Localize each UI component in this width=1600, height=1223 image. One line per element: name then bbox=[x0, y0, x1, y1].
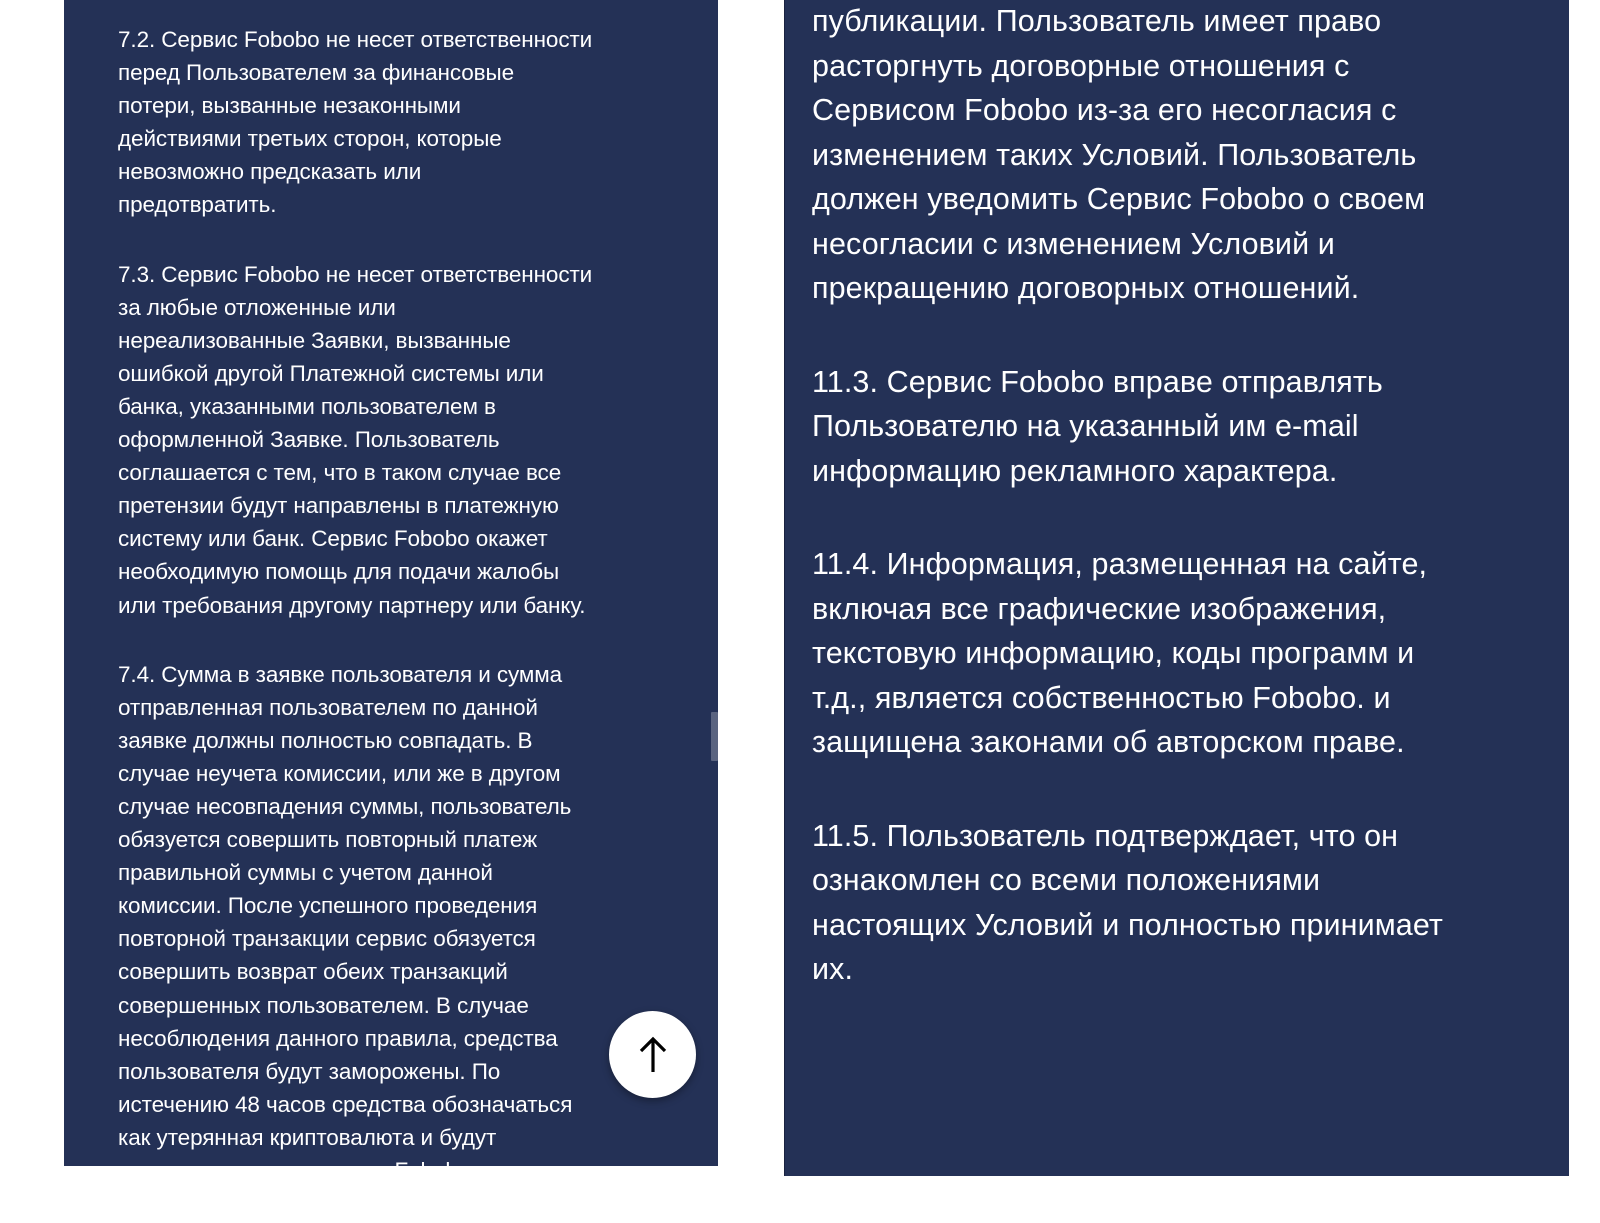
terms-paragraph-11-4 bbox=[812, 542, 1552, 765]
text-line: систему или банк. Сервис Fobobo окажет bbox=[118, 526, 548, 552]
text-line: совершенных пользователем. В случае bbox=[118, 992, 529, 1018]
text-line: обязуется совершить повторный платеж bbox=[118, 827, 538, 853]
text-line: несогласии с изменением Условий и bbox=[812, 226, 1335, 261]
text-line: т.д., является собственностью Fobobo. и bbox=[812, 680, 1391, 715]
text-line: пользователя будут заморожены. По bbox=[118, 1058, 501, 1084]
text-line: 7.2. Сервис Fobobo не несет ответственности bbox=[118, 27, 593, 52]
text-line: предотвратить. bbox=[118, 192, 277, 218]
left-panel-scrollbar-thumb[interactable] bbox=[711, 712, 718, 761]
text-line: информацию рекламного характера. bbox=[812, 453, 1338, 488]
text-line: нереализованные Заявки, вызванные bbox=[118, 327, 511, 353]
text-line: ошибкой другой Платежной системы или bbox=[118, 360, 544, 386]
text-line: заявке должны полностью совпадать. В bbox=[118, 727, 533, 753]
text-line: 11.3. Сервис Fobobo вправе отправлять bbox=[812, 364, 1383, 399]
terms-paragraph-7-3 bbox=[118, 258, 678, 622]
text-line: невозможно предсказать или bbox=[118, 159, 422, 185]
text-line: должен уведомить Сервис Fobobo о своем bbox=[812, 182, 1426, 216]
text-line: включая все графические изображения, bbox=[812, 591, 1387, 626]
text-line: совершить возврат обеих транзакций bbox=[118, 959, 508, 985]
text-line: банка, указанными пользователем в bbox=[118, 393, 496, 419]
left-terms-content bbox=[118, 23, 678, 1223]
text-line: Пользователю на указанный им e-mail bbox=[812, 409, 1359, 443]
text-line: 7.4. Сумма в заявке пользователя и сумма bbox=[118, 661, 563, 687]
text-line: соглашается с тем, что в таком случае все bbox=[118, 460, 562, 486]
text-line: претензии будут направлены в платежную bbox=[118, 493, 559, 519]
text-line: отправленная пользователем по данной bbox=[118, 694, 538, 720]
text-line: 11.5. Пользователь подтверждает, что он bbox=[812, 818, 1399, 853]
text-line: потери, вызванные незаконными bbox=[118, 93, 461, 119]
text-line: оформленной Заявке. Пользователь bbox=[118, 427, 500, 453]
text-line: 11.4. Информация, размещенная на сайте, bbox=[812, 547, 1428, 581]
text-line: истечению 48 часов средства обозначаться bbox=[118, 1091, 573, 1117]
text-line: за любые отложенные или bbox=[118, 294, 396, 320]
text-line: случае неучета комиссии, или же в другом bbox=[118, 760, 561, 786]
text-line: правильной суммы с учетом данной bbox=[118, 860, 493, 886]
text-line: или требования другому партнеру или банку. bbox=[118, 592, 586, 618]
text-line: защищена законами об авторском праве. bbox=[812, 725, 1405, 759]
text-line: случае несовпадения суммы, пользователь bbox=[118, 793, 572, 819]
left-terms-panel[interactable] bbox=[64, 0, 718, 1183]
text-line: Сервисом Fobobo из-за его несогласия с bbox=[812, 93, 1397, 127]
terms-paragraph-7-2 bbox=[118, 23, 678, 222]
text-line: прекращению договорных отношений. bbox=[812, 271, 1360, 305]
terms-paragraph-11-3 bbox=[812, 360, 1552, 494]
text-line: текстовую информацию, коды программ и bbox=[812, 636, 1415, 670]
arrow-up-icon bbox=[638, 1035, 668, 1075]
text-line: настоящих Условий и полностью принимает bbox=[812, 907, 1443, 942]
scroll-to-top-button[interactable] bbox=[609, 1011, 696, 1098]
text-line: необходимую помощь для подачи жалобы bbox=[118, 559, 560, 585]
text-line: 7.3. Сервис Fobobo не несет ответственности bbox=[118, 261, 593, 287]
right-terms-panel[interactable] bbox=[784, 0, 1569, 1176]
right-terms-content bbox=[812, 0, 1552, 1041]
text-line: действиями третьих сторон, которые bbox=[118, 126, 502, 152]
text-line: изменением таких Условий. Пользователь bbox=[812, 137, 1417, 172]
text-line: их. bbox=[812, 952, 854, 986]
text-line: как утерянная криптовалюта и будут bbox=[118, 1124, 497, 1150]
text-line: публикации. Пользователь имеет право bbox=[812, 4, 1382, 38]
text-line: повторной транзакции сервис обязуется bbox=[118, 926, 536, 952]
text-line: ознакомлен со всеми положениями bbox=[812, 863, 1321, 897]
text-line: списаны со счета сервиса Fobobo. bbox=[118, 1158, 477, 1183]
terms-paragraph-7-4 bbox=[118, 658, 678, 1188]
terms-paragraph-11-5 bbox=[812, 814, 1552, 992]
text-line: несоблюдения данного правила, средства bbox=[118, 1025, 558, 1051]
text-line: расторгнуть договорные отношения с bbox=[812, 48, 1350, 83]
text-line: перед Пользователем за финансовые bbox=[118, 60, 515, 86]
text-line: комиссии. После успешного проведения bbox=[118, 893, 538, 919]
terms-paragraph-11-2-tail bbox=[812, 0, 1552, 311]
